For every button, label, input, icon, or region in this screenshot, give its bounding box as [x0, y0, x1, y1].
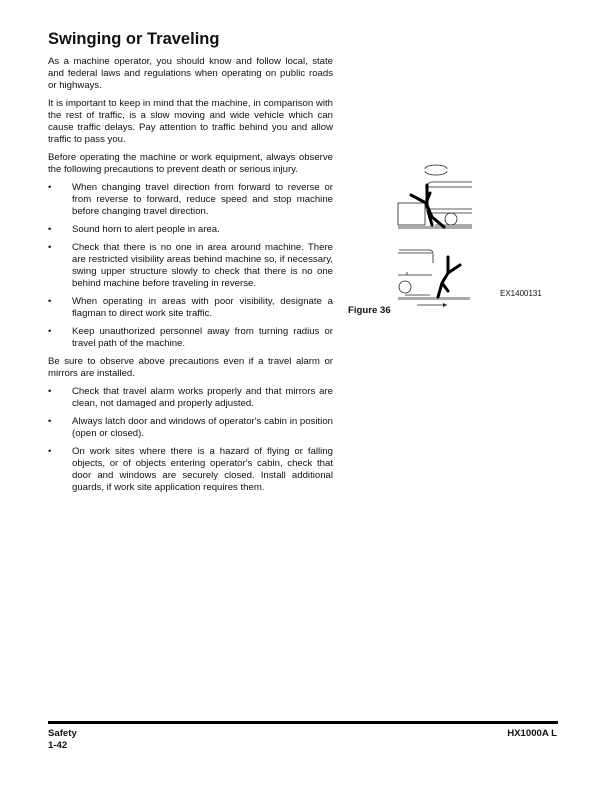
- bullet-item: • When operating in areas with poor visibility, designate a flagman to direct work site traffic.: [48, 296, 333, 319]
- paragraph: Before operating the machine or work equipment, always observe the following precautions to prevent death or serious injury.: [48, 152, 333, 175]
- bullet-item: • On work sites where there is a hazard of flying or falling objects, or of objects entering operator's cabin, check that door and windows are securely closed. Install additional guards, if work site application requires them.: [48, 446, 333, 493]
- body-text: [48, 56, 333, 500]
- footer-model: HX1000A L: [507, 728, 557, 739]
- footer-section: Safety: [48, 728, 77, 739]
- swing-travel-hazard-illustration: [395, 157, 485, 307]
- bullet-item: • Keep unauthorized personnel away from turning radius or travel path of the machine.: [48, 326, 333, 349]
- section-title: Swinging or Traveling: [48, 30, 220, 48]
- page-number: 1-42: [48, 740, 68, 751]
- bullet-item: • Check that there is no one in area around machine. There are restricted visibility areas behind machine so, if necessary, swing upper structure slowly to check that there is no one behind machine before traveling in reverse.: [48, 242, 333, 289]
- footer-rule: [48, 721, 558, 724]
- paragraph: It is important to keep in mind that the machine, in comparison with the rest of traffic, is a slow moving and wide vehicle which can cause traffic delays. Pay attention to traffic behind you and allow traffic to pass you.: [48, 98, 333, 145]
- footer-left: [48, 728, 77, 752]
- figure-caption: Figure 36: [348, 305, 391, 316]
- paragraph: As a machine operator, you should know and follow local, state and federal laws and regulations when operating on public roads or highways.: [48, 56, 333, 91]
- bullet-item: • Check that travel alarm works properly and that mirrors are clean, not damaged and properly adjusted.: [48, 386, 333, 409]
- bullet-item: • Always latch door and windows of operator's cabin in position (open or closed).: [48, 416, 333, 439]
- bullet-item: • Sound horn to alert people in area.: [48, 224, 220, 235]
- bullet-item: • When changing travel direction from forward to reverse or from reverse to forward, reduce speed and stop machine before changing travel direction.: [48, 182, 333, 217]
- paragraph: Be sure to observe above precautions even if a travel alarm or mirrors are installed.: [48, 356, 333, 379]
- figure-id: EX1400131: [500, 289, 542, 298]
